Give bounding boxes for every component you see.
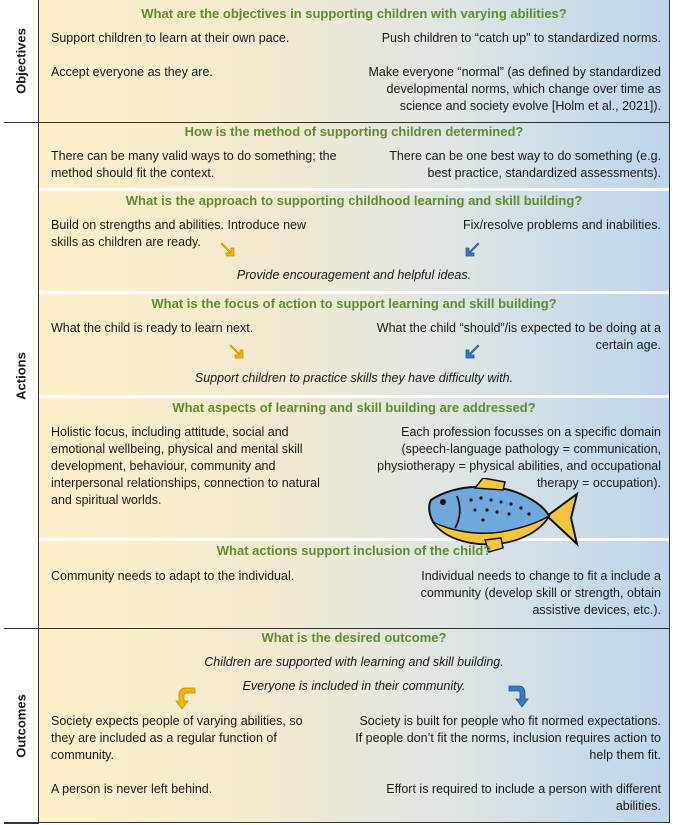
arrow-down-left-icon <box>463 241 481 259</box>
arrow-down-left-icon <box>463 343 481 361</box>
q7-left-2: A person is never left behind. <box>51 782 213 796</box>
q6-left: Community needs to adapt to the individual. <box>51 569 295 583</box>
q2-heading: How is the method of supporting children determined? <box>184 124 524 139</box>
q7-center-2: Everyone is included in their community. <box>242 679 466 693</box>
q7-right-1: Society is built for people who fit normed expectations. If people don’t fit the norms, inclusion requires action to help them fit. <box>355 714 661 762</box>
section-divider <box>4 628 670 629</box>
section-divider <box>4 822 670 823</box>
q6-heading: What actions support inclusion of the child? <box>216 543 492 558</box>
q1-right-1: Push children to “catch up” to standardized norms. <box>381 31 661 45</box>
q3-heading: What is the approach to supporting childhood learning and skill building? <box>125 193 583 208</box>
actions-side-cell <box>4 123 39 629</box>
q5-heading: What aspects of learning and skill building are addressed? <box>172 400 536 415</box>
arrow-down-right-icon <box>228 343 246 361</box>
q3-center: Provide encouragement and helpful ideas. <box>236 268 472 282</box>
objectives-label: Objectives <box>13 28 29 94</box>
q4-right: What the child “should”/is expected to be doing at a certain age. <box>376 321 661 352</box>
q7-right-2: Effort is required to include a person with different abilities. <box>386 782 661 813</box>
u-turn-arrow-icon <box>175 684 199 710</box>
q1-left-1: Support children to learn at their own pace. <box>51 31 290 45</box>
q5-left: Holistic focus, including attitude, social and emotional wellbeing, physical and mental skill development, behaviour, community and interpersonal relationships, connection to natural and spiritual worlds. <box>51 425 320 507</box>
q4-heading: What is the focus of action to support learning and skill building? <box>151 296 557 311</box>
q5-right: Each profession focusses on a specific domain (speech-language pathology = communication, physiotherapy = physical abilities, and occupational therapy = occupation). <box>377 425 661 490</box>
sub-divider <box>39 188 669 191</box>
sub-divider <box>39 395 669 398</box>
q1-left-2: Accept everyone as they are. <box>51 65 213 79</box>
u-turn-arrow-icon <box>505 682 529 708</box>
sub-divider <box>39 291 669 294</box>
section-divider <box>4 122 670 123</box>
q3-left: Build on strengths and abilities. Introduce new skills as children are ready. <box>51 218 307 249</box>
q1-right-2: Make everyone “normal” (as defined by standardized developmental norms, which change over time as science and society evolve [Holm et al., 2021]). <box>368 65 661 113</box>
right-border <box>669 0 670 823</box>
arrow-down-right-icon <box>219 241 237 259</box>
q7-center-1: Children are supported with learning and skill building. <box>204 655 504 669</box>
q2-right: There can be one best way to do something (e.g. best practice, standardized assessments). <box>389 149 661 180</box>
outcomes-side-cell <box>4 629 39 824</box>
actions-label: Actions <box>13 351 29 400</box>
outcomes-label: Outcomes <box>13 694 29 758</box>
q4-left: What the child is ready to learn next. <box>51 321 254 335</box>
q7-heading: What is the desired outcome? <box>261 630 447 645</box>
q4-center: Support children to practice skills they have difficulty with. <box>194 371 514 385</box>
objectives-side-cell <box>4 0 39 123</box>
q6-right: Individual needs to change to fit a include a community (develop skill or strength, obtain assistive devices, etc.). <box>420 569 661 617</box>
q3-right: Fix/resolve problems and inabilities. <box>462 218 661 232</box>
q7-left-1: Society expects people of varying abilities, so they are included as a regular function of community. <box>51 714 303 762</box>
q2-left: There can be many valid ways to do something; the method should fit the context. <box>51 149 337 180</box>
q1-heading: What are the objectives in supporting children with varying abilities? <box>141 6 567 21</box>
